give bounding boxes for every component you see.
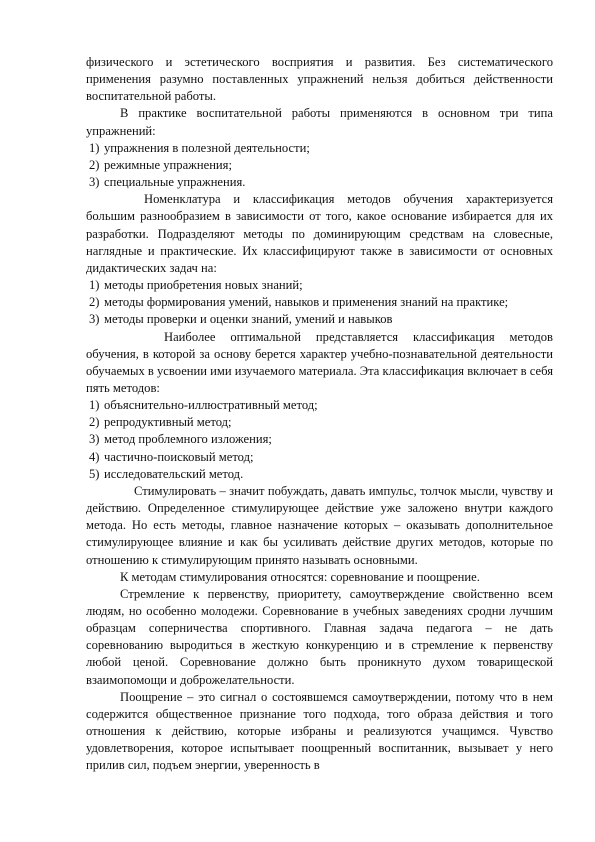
paragraph: Наиболее оптимальной представляется классификация методов обучения, в которой за основу берется характер учебно-познавательной деятельности обучаемых в усвоении ими изучаемого материала. Эта классификация включает в себя пять методов: <box>86 329 553 395</box>
list-item: 2) методы формирования умений, навыков и применения знаний на практике; <box>89 295 509 310</box>
list-item: 2) репродуктивный метод; <box>89 415 232 430</box>
didactic-methods-list <box>86 277 553 328</box>
list-item: 2) режимные упражнения; <box>89 157 232 172</box>
exercise-types-list <box>86 140 553 191</box>
paragraph: Стимулировать – значит побуждать, давать импульс, толчок мысли, чувству и действию. Определенное стимулирующее действие уже заложено внутри каждого метода. Но есть методы, главное назначение которых – оказывать дополнительное стимулирующее влияние и как бы усиливать действие других методов, которые по отношению к стимулирующим принято называть основными. <box>86 483 553 567</box>
paragraph: Стремление к первенству, приоритету, самоутверждение свойственно всем людям, но особенно молодежи. Соревнование в учебных заведениях сродни лучшим образцам соперничества спортивного. Главная задача педагога – не дать соревнованию выродиться в жесткую конкуренцию и в стремление к первенству любой ценой. Соревнование должно быть проникнуто духом товарищеской взаимопомощи и доброжелательности. <box>86 586 553 687</box>
paragraph: Номенклатура и классификация методов обучения характеризуется большим разнообразием в зависимости от того, какое основание избирается для их разработки. Подразделяют методы по доминирующим средствам на словесные, наглядные и практические. Их классифицируют также в зависимости от основных дидактических задач на: <box>86 192 553 275</box>
paragraph: В практике воспитательной работы применяются в основном три типа упражнений: <box>86 106 553 138</box>
paragraph: К методам стимулирования относятся: соревнование и поощрение. <box>120 569 480 584</box>
five-methods-list <box>86 397 553 483</box>
paragraph: Поощрение – это сигнал о состоявшемся самоутверждении, потому что в нем содержится общественное признание того подхода, того образа действия и того отношения к действию, которые избраны и реализуются учащимся. Чувство удовлетворения, которое испытывает поощренный воспитанник, вызывает у него прилив сил, подъем энергии, уверенность в <box>86 689 553 773</box>
list-item: 3) специальные упражнения. <box>89 175 246 190</box>
list-item: 1) объяснительно-иллюстративный метод; <box>89 398 318 413</box>
list-item: 3) методы проверки и оценки знаний, умений и навыков <box>89 312 393 327</box>
list-item: 3) метод проблемного изложения; <box>89 432 272 447</box>
list-item: 5) исследовательский метод. <box>89 466 244 481</box>
paragraph: физического и эстетического восприятия и развития. Без систематического применения разумно поставленных упражнений нельзя добиться действенности воспитательной работы. <box>86 55 553 104</box>
list-item: 4) частично-поисковый метод; <box>89 449 254 464</box>
list-item: 1) методы приобретения новых знаний; <box>89 278 303 293</box>
document-page <box>86 54 553 775</box>
list-item: 1) упражнения в полезной деятельности; <box>89 140 310 155</box>
